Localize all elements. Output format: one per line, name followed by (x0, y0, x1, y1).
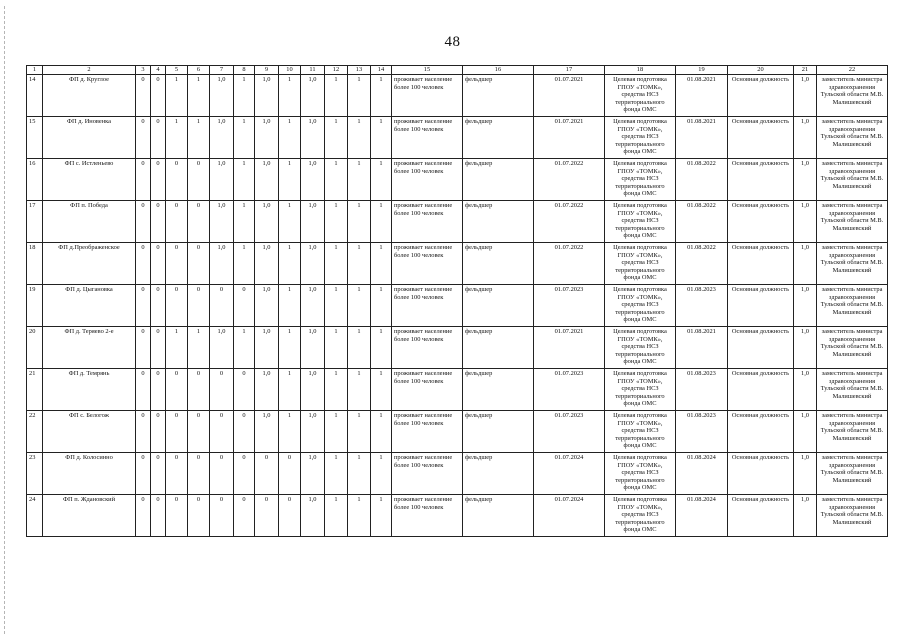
rate-cell: 1,0 (794, 495, 817, 537)
table-row (27, 75, 888, 117)
column-number-row (27, 66, 888, 75)
hire-date-cell: 01.08.2022 (676, 159, 728, 201)
table-cell: 0 (255, 495, 279, 537)
table-cell: 1 (279, 285, 301, 327)
position-cell: фельдшер (463, 369, 534, 411)
table-cell: 0 (188, 285, 210, 327)
funding-source-cell: Целевая подготовка ГПОУ «ТОМК», средства НСЗ территориального фонда ОМС (605, 201, 676, 243)
table-cell: 0 (151, 159, 166, 201)
facility-name-cell: ФП д.Преображенское (43, 243, 136, 285)
table-cell: 1 (325, 495, 348, 537)
table-cell: 1,0 (255, 369, 279, 411)
table-cell: 1 (325, 243, 348, 285)
column-number: 14 (371, 66, 392, 75)
hire-date-cell: 01.08.2022 (676, 201, 728, 243)
position-cell: фельдшер (463, 411, 534, 453)
table-cell: 1 (348, 369, 371, 411)
hire-date-cell: 01.08.2022 (676, 243, 728, 285)
facility-name-cell: ФП д. Цыгановка (43, 285, 136, 327)
table-cell: 0 (136, 495, 151, 537)
row-number-cell: 21 (27, 369, 43, 411)
rate-cell: 1,0 (794, 327, 817, 369)
table-cell: 1 (348, 159, 371, 201)
column-number: 4 (151, 66, 166, 75)
hire-date-cell: 01.08.2021 (676, 327, 728, 369)
funding-source-cell: Целевая подготовка ГПОУ «ТОМК», средства НСЗ территориального фонда ОМС (605, 117, 676, 159)
population-cell: проживает население более 100 человек (392, 159, 463, 201)
table-cell: 1,0 (301, 75, 325, 117)
staffing-table (26, 65, 888, 537)
table-cell: 1 (371, 495, 392, 537)
position-cell: фельдшер (463, 243, 534, 285)
start-date-cell: 01.07.2021 (534, 75, 605, 117)
table-cell: 0 (151, 327, 166, 369)
table-cell: 0 (166, 369, 188, 411)
table-cell: 0 (136, 243, 151, 285)
facility-name-cell: ФП д. Колосинно (43, 453, 136, 495)
rate-cell: 1,0 (794, 411, 817, 453)
position-cell: фельдшер (463, 201, 534, 243)
table-cell: 0 (234, 453, 255, 495)
table-cell: 0 (166, 285, 188, 327)
column-number: 15 (392, 66, 463, 75)
table-cell: 1 (166, 327, 188, 369)
table-cell: 0 (234, 495, 255, 537)
rate-cell: 1,0 (794, 159, 817, 201)
table-cell: 1,0 (210, 201, 234, 243)
column-number: 16 (463, 66, 534, 75)
table-cell: 1 (234, 201, 255, 243)
table-cell: 0 (151, 201, 166, 243)
table-cell: 0 (188, 369, 210, 411)
table-cell: 1 (371, 75, 392, 117)
hire-date-cell: 01.08.2024 (676, 495, 728, 537)
facility-name-cell: ФП д. Круглое (43, 75, 136, 117)
hire-date-cell: 01.08.2021 (676, 75, 728, 117)
row-number-cell: 17 (27, 201, 43, 243)
table-cell: 0 (151, 495, 166, 537)
population-cell: проживает население более 100 человек (392, 243, 463, 285)
funding-source-cell: Целевая подготовка ГПОУ «ТОМК», средства НСЗ территориального фонда ОМС (605, 159, 676, 201)
employment-type-cell: Основная должность (728, 117, 794, 159)
table-row (27, 369, 888, 411)
table-cell: 1 (279, 411, 301, 453)
table-cell: 0 (136, 285, 151, 327)
table-cell: 1 (348, 495, 371, 537)
position-cell: фельдшер (463, 117, 534, 159)
table-cell: 1 (348, 201, 371, 243)
table-cell: 1 (325, 411, 348, 453)
table-cell: 1,0 (255, 411, 279, 453)
table-cell: 1,0 (301, 369, 325, 411)
row-number-cell: 24 (27, 495, 43, 537)
table-cell: 1 (166, 117, 188, 159)
start-date-cell: 01.07.2022 (534, 243, 605, 285)
table-cell: 0 (151, 411, 166, 453)
employment-type-cell: Основная должность (728, 243, 794, 285)
start-date-cell: 01.07.2022 (534, 159, 605, 201)
funding-source-cell: Целевая подготовка ГПОУ «ТОМК», средства НСЗ территориального фонда ОМС (605, 75, 676, 117)
rate-cell: 1,0 (794, 117, 817, 159)
position-cell: фельдшер (463, 495, 534, 537)
population-cell: проживает население более 100 человек (392, 327, 463, 369)
column-number: 5 (166, 66, 188, 75)
funding-source-cell: Целевая подготовка ГПОУ «ТОМК», средства НСЗ территориального фонда ОМС (605, 285, 676, 327)
responsible-person-cell: заместитель министра здравоохранения Тульской области М.В. Малишевский (817, 159, 888, 201)
table-cell: 0 (188, 453, 210, 495)
table-cell: 0 (210, 453, 234, 495)
table-cell: 0 (166, 495, 188, 537)
rate-cell: 1,0 (794, 369, 817, 411)
table-cell: 0 (151, 285, 166, 327)
row-number-cell: 16 (27, 159, 43, 201)
population-cell: проживает население более 100 человек (392, 495, 463, 537)
table-cell: 1 (325, 201, 348, 243)
table-cell: 0 (279, 453, 301, 495)
table-cell: 1 (279, 243, 301, 285)
facility-name-cell: ФП д. Темрянь (43, 369, 136, 411)
population-cell: проживает население более 100 человек (392, 117, 463, 159)
responsible-person-cell: заместитель министра здравоохранения Тульской области М.В. Малишевский (817, 75, 888, 117)
table-cell: 1 (371, 369, 392, 411)
table-cell: 1,0 (255, 327, 279, 369)
table-cell: 1,0 (210, 117, 234, 159)
row-number-cell: 15 (27, 117, 43, 159)
column-number: 17 (534, 66, 605, 75)
facility-name-cell: ФП д. Иновенка (43, 117, 136, 159)
table-cell: 1,0 (255, 159, 279, 201)
column-number: 18 (605, 66, 676, 75)
table-cell: 0 (151, 369, 166, 411)
funding-source-cell: Целевая подготовка ГПОУ «ТОМК», средства НСЗ территориального фонда ОМС (605, 369, 676, 411)
column-number: 19 (676, 66, 728, 75)
table-cell: 1,0 (255, 243, 279, 285)
table-cell: 1 (234, 159, 255, 201)
rate-cell: 1,0 (794, 75, 817, 117)
table-row (27, 327, 888, 369)
start-date-cell: 01.07.2023 (534, 411, 605, 453)
responsible-person-cell: заместитель министра здравоохранения Тульской области М.В. Малишевский (817, 495, 888, 537)
table-cell: 1 (348, 243, 371, 285)
table-cell: 0 (210, 495, 234, 537)
population-cell: проживает население более 100 человек (392, 369, 463, 411)
table-cell: 1 (279, 117, 301, 159)
table-row (27, 117, 888, 159)
row-number-cell: 19 (27, 285, 43, 327)
table-cell: 1,0 (301, 411, 325, 453)
funding-source-cell: Целевая подготовка ГПОУ «ТОМК», средства НСЗ территориального фонда ОМС (605, 243, 676, 285)
table-cell: 0 (188, 201, 210, 243)
position-cell: фельдшер (463, 159, 534, 201)
table-row (27, 453, 888, 495)
column-number: 3 (136, 66, 151, 75)
table-cell: 0 (136, 453, 151, 495)
table-cell: 1,0 (255, 75, 279, 117)
table-cell: 1 (348, 75, 371, 117)
start-date-cell: 01.07.2024 (534, 495, 605, 537)
table-cell: 1 (234, 117, 255, 159)
table-cell: 1 (279, 369, 301, 411)
responsible-person-cell: заместитель министра здравоохранения Тульской области М.В. Малишевский (817, 453, 888, 495)
table-cell: 0 (166, 243, 188, 285)
table-cell: 1,0 (255, 285, 279, 327)
funding-source-cell: Целевая подготовка ГПОУ «ТОМК», средства НСЗ территориального фонда ОМС (605, 411, 676, 453)
responsible-person-cell: заместитель министра здравоохранения Тульской области М.В. Малишевский (817, 285, 888, 327)
table-cell: 1 (279, 159, 301, 201)
table-cell: 1 (325, 159, 348, 201)
table-cell: 1 (234, 243, 255, 285)
column-number: 6 (188, 66, 210, 75)
rate-cell: 1,0 (794, 453, 817, 495)
column-number: 1 (27, 66, 43, 75)
employment-type-cell: Основная должность (728, 159, 794, 201)
table-cell: 1 (325, 327, 348, 369)
table-cell: 0 (188, 159, 210, 201)
hire-date-cell: 01.08.2023 (676, 411, 728, 453)
table-cell: 0 (151, 243, 166, 285)
start-date-cell: 01.07.2023 (534, 285, 605, 327)
table-cell: 1 (188, 327, 210, 369)
table-cell: 1,0 (301, 327, 325, 369)
rate-cell: 1,0 (794, 201, 817, 243)
column-number: 9 (255, 66, 279, 75)
population-cell: проживает население более 100 человек (392, 75, 463, 117)
facility-name-cell: ФП с. Белогож (43, 411, 136, 453)
table-cell: 0 (166, 201, 188, 243)
position-cell: фельдшер (463, 285, 534, 327)
table-cell: 0 (210, 411, 234, 453)
table-cell: 1,0 (301, 201, 325, 243)
position-cell: фельдшер (463, 75, 534, 117)
start-date-cell: 01.07.2021 (534, 117, 605, 159)
funding-source-cell: Целевая подготовка ГПОУ «ТОМК», средства НСЗ территориального фонда ОМС (605, 327, 676, 369)
table-cell: 1 (166, 75, 188, 117)
table-cell: 1 (348, 453, 371, 495)
employment-type-cell: Основная должность (728, 495, 794, 537)
table-cell: 1 (234, 327, 255, 369)
table-row (27, 201, 888, 243)
table-cell: 0 (166, 411, 188, 453)
row-number-cell: 14 (27, 75, 43, 117)
table-row (27, 411, 888, 453)
employment-type-cell: Основная должность (728, 369, 794, 411)
table-cell: 0 (279, 495, 301, 537)
table-cell: 1 (371, 453, 392, 495)
table-cell: 1 (348, 117, 371, 159)
hire-date-cell: 01.08.2021 (676, 117, 728, 159)
table-cell: 1,0 (301, 453, 325, 495)
table-cell: 0 (234, 285, 255, 327)
table-cell: 1 (234, 75, 255, 117)
table-cell: 0 (210, 285, 234, 327)
table-cell: 0 (136, 411, 151, 453)
column-number: 20 (728, 66, 794, 75)
employment-type-cell: Основная должность (728, 327, 794, 369)
table-cell: 1,0 (301, 285, 325, 327)
start-date-cell: 01.07.2022 (534, 201, 605, 243)
employment-type-cell: Основная должность (728, 411, 794, 453)
table-cell: 1 (188, 117, 210, 159)
table-row (27, 285, 888, 327)
table-cell: 1 (325, 453, 348, 495)
table-cell: 1,0 (301, 495, 325, 537)
row-number-cell: 18 (27, 243, 43, 285)
table-cell: 1 (348, 411, 371, 453)
population-cell: проживает население более 100 человек (392, 453, 463, 495)
table-cell: 1 (371, 411, 392, 453)
responsible-person-cell: заместитель министра здравоохранения Тульской области М.В. Малишевский (817, 369, 888, 411)
rate-cell: 1,0 (794, 285, 817, 327)
table-cell: 1 (371, 117, 392, 159)
table-cell: 0 (151, 75, 166, 117)
table-cell: 1,0 (301, 243, 325, 285)
table-cell: 1,0 (210, 75, 234, 117)
responsible-person-cell: заместитель министра здравоохранения Тульской области М.В. Малишевский (817, 411, 888, 453)
table-cell: 0 (151, 117, 166, 159)
population-cell: проживает население более 100 человек (392, 285, 463, 327)
table-cell: 0 (166, 453, 188, 495)
start-date-cell: 01.07.2023 (534, 369, 605, 411)
position-cell: фельдшер (463, 453, 534, 495)
column-number: 8 (234, 66, 255, 75)
row-number-cell: 22 (27, 411, 43, 453)
rate-cell: 1,0 (794, 243, 817, 285)
table-cell: 1 (325, 117, 348, 159)
table-cell: 1 (371, 285, 392, 327)
column-number: 7 (210, 66, 234, 75)
population-cell: проживает население более 100 человек (392, 201, 463, 243)
hire-date-cell: 01.08.2023 (676, 285, 728, 327)
table-cell: 1 (371, 243, 392, 285)
employment-type-cell: Основная должность (728, 285, 794, 327)
start-date-cell: 01.07.2024 (534, 453, 605, 495)
column-number: 21 (794, 66, 817, 75)
page-number: 48 (444, 34, 461, 50)
table-cell: 0 (188, 495, 210, 537)
table-cell: 1,0 (210, 159, 234, 201)
table-cell: 0 (210, 369, 234, 411)
table-cell: 1 (279, 75, 301, 117)
table-cell: 1 (188, 75, 210, 117)
row-number-cell: 20 (27, 327, 43, 369)
table-cell: 1 (348, 327, 371, 369)
responsible-person-cell: заместитель министра здравоохранения Тульской области М.В. Малишевский (817, 117, 888, 159)
table-cell: 1 (279, 327, 301, 369)
table-row (27, 495, 888, 537)
employment-type-cell: Основная должность (728, 453, 794, 495)
table-cell: 1 (325, 285, 348, 327)
table-cell: 1 (348, 285, 371, 327)
table-cell: 1 (325, 369, 348, 411)
column-number: 2 (43, 66, 136, 75)
table-cell: 1 (371, 159, 392, 201)
table-cell: 0 (166, 159, 188, 201)
employment-type-cell: Основная должность (728, 201, 794, 243)
table-cell: 0 (136, 159, 151, 201)
start-date-cell: 01.07.2021 (534, 327, 605, 369)
column-number: 22 (817, 66, 888, 75)
table-cell: 0 (188, 243, 210, 285)
table-cell: 0 (136, 117, 151, 159)
responsible-person-cell: заместитель министра здравоохранения Тульской области М.В. Малишевский (817, 243, 888, 285)
row-number-cell: 23 (27, 453, 43, 495)
margin-rule (4, 6, 5, 634)
table-cell: 1,0 (210, 327, 234, 369)
column-number: 12 (325, 66, 348, 75)
funding-source-cell: Целевая подготовка ГПОУ «ТОМК», средства НСЗ территориального фонда ОМС (605, 453, 676, 495)
table-cell: 1,0 (255, 201, 279, 243)
table-cell: 0 (136, 201, 151, 243)
table-cell: 1,0 (255, 117, 279, 159)
table-cell: 1,0 (301, 117, 325, 159)
table-cell: 0 (234, 411, 255, 453)
table-cell: 1 (325, 75, 348, 117)
column-number: 13 (348, 66, 371, 75)
column-number: 11 (301, 66, 325, 75)
facility-name-cell: ФП п. Победа (43, 201, 136, 243)
hire-date-cell: 01.08.2024 (676, 453, 728, 495)
table-cell: 0 (188, 411, 210, 453)
table-cell: 1 (371, 201, 392, 243)
position-cell: фельдшер (463, 327, 534, 369)
facility-name-cell: ФП д. Теряево 2-е (43, 327, 136, 369)
table-cell: 0 (136, 369, 151, 411)
table-cell: 1 (279, 201, 301, 243)
funding-source-cell: Целевая подготовка ГПОУ «ТОМК», средства НСЗ территориального фонда ОМС (605, 495, 676, 537)
column-number: 10 (279, 66, 301, 75)
population-cell: проживает население более 100 человек (392, 411, 463, 453)
employment-type-cell: Основная должность (728, 75, 794, 117)
facility-name-cell: ФП п. Ждановский (43, 495, 136, 537)
table-cell: 1 (371, 327, 392, 369)
hire-date-cell: 01.08.2023 (676, 369, 728, 411)
table-cell: 1,0 (301, 159, 325, 201)
responsible-person-cell: заместитель министра здравоохранения Тульской области М.В. Малишевский (817, 327, 888, 369)
table-cell: 0 (255, 453, 279, 495)
table-cell: 0 (234, 369, 255, 411)
table-cell: 0 (151, 453, 166, 495)
table-cell: 0 (136, 327, 151, 369)
responsible-person-cell: заместитель министра здравоохранения Тульской области М.В. Малишевский (817, 201, 888, 243)
table-cell: 1,0 (210, 243, 234, 285)
table-row (27, 243, 888, 285)
table-row (27, 159, 888, 201)
facility-name-cell: ФП с. Истленьево (43, 159, 136, 201)
table-cell: 0 (136, 75, 151, 117)
